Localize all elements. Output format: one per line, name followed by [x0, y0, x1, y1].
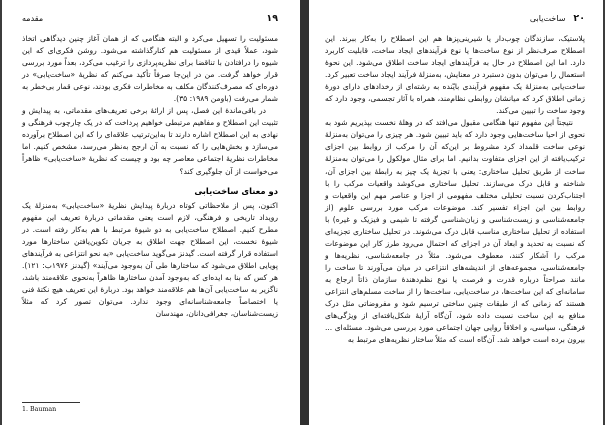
left-page [2, 0, 300, 425]
paragraph: نتیجتاً این مفهوم تنها هنگامی مقبول می‌افتد که در وهلهٔ نخست بپذیریم شود به نحوی از احیا ساخت‌هایی وجود دارد که باید تبیین شود. هر چیزی را می‌توان به‌منزلهٔ نوعی ساخت قلمداد کرد مشروط بر این‌که آن را مرکب از روابط بین اجزای ترکیب‌یافته از این اجزای متفاوت بدانیم. اما برای مثال مولکول را می‌توان به‌منزلهٔ ساخت از طریق تحلیل ساختاری: یعنی با تجزیهٔ یک چیز به رابطهٔ بین اجزای آن، شناخته و قابل درک می‌سازند. تحلیل ساختاری می‌کوشد واقعیات مرکب را با اجتناب‌کردن نسبت تحلیلی مختلف مفهومی از اجزا و عناصر مهم این واقعیات و روابط بین این اجزاء تفسیر کند. موضوعات مرکب مورد بررسی علوم (از جامعه‌شناسی و زیست‌شناسی و زبان‌شناسی گرفته تا شیمی و فیزیک و غیره) با استفاده از تحلیل ساختاری مناسب قابل درک می‌شوند. در تحلیل ساختاری تجزیه‌ای که نسبت به تحدید و ابعاد آن در اجزای که احتمال می‌رود طرز کار این موضوعات مرکب را آشکار کنند، معطوف می‌شود. مثلاً در جامعه‌شناسی، نظریه‌ها و جامعه‌شناسی، مجموعه‌های از اندیشه‌های انتزاعی در میان می‌آورند تا ساخت را مانند صراحتاً درباره قدرت و فرصت یا نوع نظم‌دهندهٔ سازمان ذاتاً ارجاع به سامانه‌ای که این ساخت‌ها، در ساخت‌یابی، ساخت‌ها را از ساخت مسلم‌های انتزاعی هستند که زمانی که از طبقات چنین ساختی ترسیم شود و مفروضاتی مثل درک منافع به این ساخت نسبت داده شود، آن‌گاه آرایهٔ شکل‌یافته‌ای از ویژگی‌های فرهنگی، سیاسی، و اخلاقاً روایی جهان اجتماعی مورد بررسی می‌شود. مسئله‌ای ... بیرون برده است خواهد شد. آن‌گاه است که مثلاً ساختار نظریه‌های مرتبط به [325, 118, 585, 345]
page-number: ۲۰ [573, 13, 585, 24]
footnote-text: 1. Bauman [22, 406, 57, 413]
running-title: مقدمه [22, 14, 44, 23]
left-page-header [22, 13, 278, 27]
right-page-body [325, 33, 585, 346]
section-title: دو معنای ساخت‌یابی [194, 185, 278, 196]
paragraph: مسئولیت را تسهیل می‌کرد و البته هنگامی که از همان آغاز چنین دیدگاهی اتخاذ شود، عملاً قیدی از مسئولیت هم کنارگذاشته می‌شود. روشن فکری‌ای که این شیوه را درافتادن با تناقضا برای نظریه‌پردازی را ترغیب می‌کرد، بعداً مورد بررسی قرار خواهد گرفت. من در این‌جا صرفاً تأکید می‌کنم که نظریهٔ «ساخت‌یابی» در دوره‌ای که مصرف‌کنندگان مکلف به مخاطرات فکری بودند، نوعی قمار بی‌خطر به شمار می‌رفت (باومن ۱۹۸۹: ۳۵). [22, 34, 278, 104]
header-group [530, 13, 585, 24]
book-gutter [300, 0, 309, 425]
right-page [309, 0, 603, 425]
left-page-body [22, 33, 278, 320]
footnote-rule [22, 402, 80, 403]
page-number: ۱۹ [266, 13, 278, 24]
footnote [22, 402, 80, 413]
running-title: ساخت‌یابی [529, 14, 566, 23]
paragraph: در باقی‌ماندهٔ این فصل، پس از ارائهٔ برخی تعریف‌های مقدماتی، به پیدایش و تثبیت این اصطلاح و مفاهیم مرتبطی خواهیم پرداخت که در یک چارچوب فرهنگی و نهادی به این اصطلاح اشاره دارند تا به‌این‌ترتیب علاقه‌ای را که این اصطلاح برآورده می‌سازد و بخش‌هایی را که نسبت به آن ارجح به‌نظر می‌رسد، مشخص کنیم. اما مخاطرات نظریهٔ اجتماعی معاصر چه بود و چیست که نظریهٔ «ساخت‌یابی» ظاهراً می‌خواست از آن جلوگیری کند؟ [22, 106, 278, 176]
paragraph: پلاستیک، سازندگان چوب‌دار یا شیرینی‌پزها هم این اصطلاح را به‌کار ببرند. این اصطلاح صرف‌نظر از نوع ساخت‌ها یا نوع فرآیندهای ایجاد ساخت، قابلیت کاربرد دارد. اما این اصطلاح در حال به فرآیندهای ایجاد ساخت اطلاق می‌شود. این نحوهٔ استعمال را می‌توان بدون دستبرد در معنایش، به‌منزلهٔ فرآیند ایجاد ساخت تعبیر کرد. ساخت‌یابی به‌منزلهٔ یک مفهوم فرآیندی بایّنده به رشته‌ای از رخدادهای دارای دورهٔ زمانی اطلاق کرد که میانشان روابطی نظام‌مند، همراه با آثار تجسمی، وجود دارد که وجود ساخت را تبیین می‌کند. [324, 34, 585, 116]
right-page-header [325, 13, 585, 27]
paragraph: اکنون، پس از ملاحظاتی کوتاه دربارهٔ پیدایش نظریهٔ «ساخت‌یابی» به‌منزلهٔ یک رویداد تاریخی و فرهنگی، لازم است یعنی مقدماتی دربارهٔ تعریف این مفهوم مطرح کنیم. اصطلاح ساخت‌یابی به دو شیوهٔ مرتبط با هم به‌کار رفته است. در شیوهٔ نخست، این اصطلاح جهت اطلاق به جریان تکوین‌یافتن ساختارها مورد استفاده قرار گرفته است. گیدنز می‌گوید ساخت‌یابی «به نحو انتزاعی به فرآیندهای پویایی اطلاق می‌شود که ساختارها طی آن به‌وجود می‌آیند» (گیدنز ۱۹۷۶ب: ۱۲۱). هر کس که بنا به ایده‌ای که به‌وجود آمدن ساختارها ظاهراً به‌نحوی علاقه‌مند باشد، ناگزیر به ساخت‌یابی آن‌ها هم علاقه‌مند خواهد بود. دربارهٔ این تعریف هیچ نکتهٔ فنی یا اختصاصاً جامعه‌شناسانه‌ای وجود ندارد. می‌توان تصور کرد که مثلاً زیست‌شناسان، جغرافی‌دانان، مهندسان [22, 200, 278, 319]
